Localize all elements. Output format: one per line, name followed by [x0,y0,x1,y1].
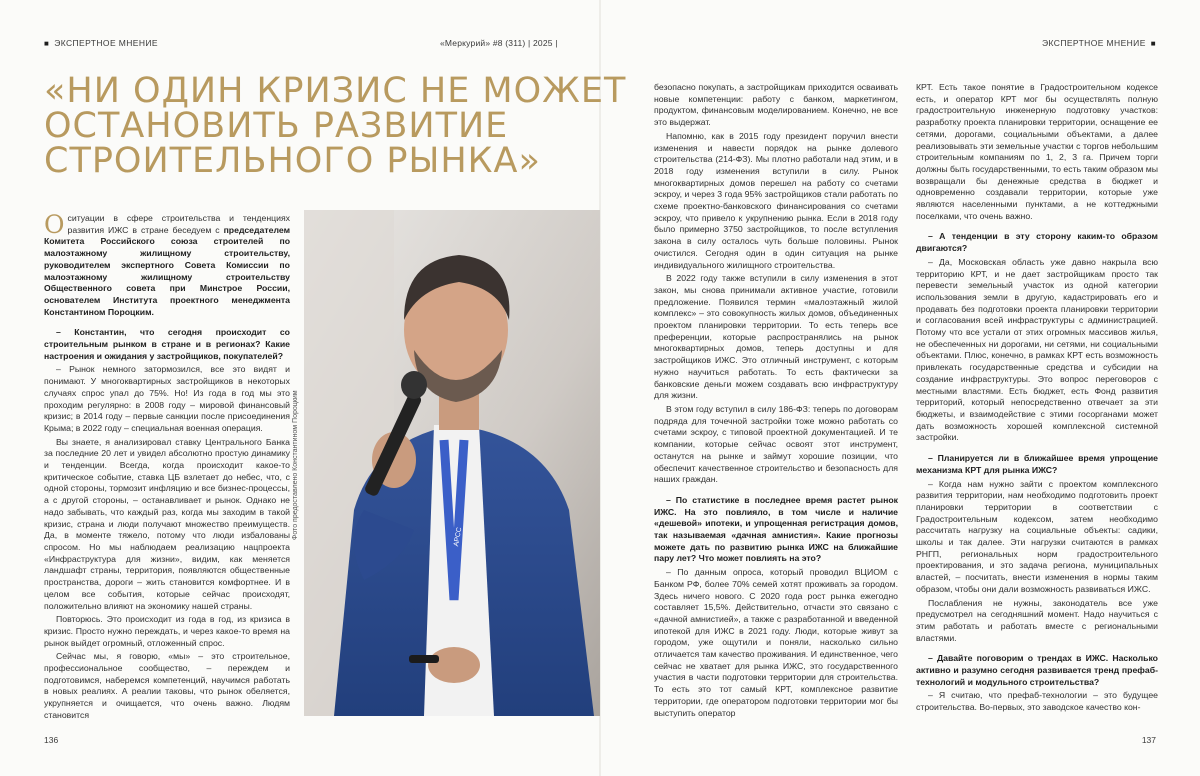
section-label-right: ЭКСПЕРТНОЕ МНЕНИЕ [1042,38,1146,48]
question-5: – Давайте поговорим о трендах в ИЖС. Насколько активно и разумно сегодня развивается тренд префаб-технологий и модульного строительства? [916,653,1158,687]
text-column-2 [654,82,898,721]
article-title [44,71,627,181]
section-label-left: ЭКСПЕРТНОЕ МНЕНИЕ [54,38,158,48]
speaker-photo [304,210,600,716]
paragraph: В 2022 году также вступили в силу изменения в этот закон, мы снова принимали активное участие, готовили предложение. Появился термин «малоэтажный жилой комплекс» – это совокупность жилых домов, объединенных проектом планировки территории. То есть теперь все преференции, которые распространялись на рынок многоквартирных домов, теперь доступны и для застройщиков ИЖС. Это отличный инструмент, с которым нужно научиться работать. То есть фактически за банковские деньги можем создавать всю инфраструктуру для жизни. [654,273,898,401]
question-1: – Константин, что сегодня происходит со строительным рынком в стране и в регионах? Какие настроения и ожидания у застройщиков, покупателей? [44,327,290,361]
book-mark-icon: ■ [1150,38,1156,48]
paragraph: безопасно покупать, а застройщикам приходится осваивать новые компетенции: работу с банком, маркетингом, продуктом, финансовым моделированием. Конечно, не все это выдержат. [654,82,898,128]
intro-bold: председателем Комитета Российского союза строителей по малоэтажному жилищному строительству, руководителем экспертного Совета Комиссии по малоэтажному жилищному строительству Общественного совета при Минстрое России, основателем Института проектного менеджмента Константином Пороцким. [44,224,290,317]
question-2: – По статистике в последнее время растет рынок ИЖС. На это повлияло, в том числе и наличие «дешевой» ипотеки, и упрощенная регистрация домов, так называемая «дачная амнистия». Какие прогнозы можете дать по развитию рынка ИЖС на ближайшие пару лет? Что может повлиять на это? [654,494,898,564]
magazine-issue-info: «Меркурий» #8 (311) | 2025 | [440,38,558,48]
paragraph: Повторюсь. Это происходит из года в год, из кризиса в кризис. Просто нужно переждать, и через какое-то время на рынок выйдет огромный, отложенный спрос. [44,614,290,648]
drop-cap: О [44,210,65,239]
paragraph: В этом году вступил в силу 186-ФЗ: теперь по договорам подряда для точечной застройки тоже можно работать со счетами эскроу, с типовой проектной документацией. И те компании, которые сейчас освоят этот инструмент, останутся на рынке и займут хорошие позиции, что обеспечит качественное строительство и безопасность для наших граждан. [654,403,898,485]
title-line-1: «НИ ОДИН КРИЗИС НЕ МОЖЕТ [44,71,627,111]
page-number-right: 137 [1141,735,1156,745]
page-number-left: 136 [44,735,59,745]
lanyard-badge-text: АРСС [453,526,464,548]
text-column-1 [44,210,290,724]
speaker-illustration [304,210,600,716]
question-3: – А тенденции в эту сторону каким-то образом двигаются? [916,231,1158,254]
photo-credit: Фото предоставлено Константином Пороцким [292,390,299,540]
intro-plain: ситуации в сфере строительства и тенденциях развития ИЖС в стране беседуем с [67,213,290,235]
text-column-3 [916,82,1158,716]
question-4: – Планируется ли в ближайшее время упрощение механизма КРТ для рынка ИЖС? [916,453,1158,475]
title-line-2: ОСТАНОВИТЬ РАЗВИТИЕ [44,106,509,146]
paragraph: Напомню, как в 2015 году президент поручил внести изменения и навести порядок на рынке долевого строительства (214-ФЗ). Мы плотно работали над этим, и в 2018 году изменения вступили в силу. Рынок многоквартирных домов перешел на работу со счетами эскроу, и через 3 года 95% застройщиков стали работать по схеме проектно-банковского финансирования со счетами эскроу, что привело к укрупнению рынка. Если в 2018 году было примерно 3750 застройщиков, то после вступления закона в силу осталось чуть больше половины. Рынок очистился. Сегодня один в один ситуация на рынке индивидуального жилищного строительства. [654,130,898,270]
paragraph: – Рынок немного затормозился, все это видят и понимают. У многоквартирных застройщиков в некоторых случаях спрос упал до 75%. Но! Из года в год мы это проходим регулярно: в 2008 году – мировой финансовый кризис; в 2014 году – первые санкции после присоединения Крыма; в 2022 году – специальная военная операция. [44,364,290,433]
title-line-3: СТРОИТЕЛЬНОГО РЫНКА» [44,141,541,181]
paragraph: Сейчас мы, я говорю, «мы» – это строительное, профессиональное сообщество, – переждем и подготовимся, наберемся компетенций, научимся работать в новых реалиях. А реалии таковы, что рынок обеляется, укрупняется и очищается, что очень важно. Людям становится [44,651,290,720]
paragraph: – Да, Московская область уже давно накрыла всю территорию КРТ, и не дает застройщикам просто так перевести земельный участок из одной категории использования земли в другую, кадастрировать его и продавать без подготовки проекта планировки территории и согласования всей инфраструктуры с администрацией. Потому что все устали от этих огромных массивов жилья, не обеспеченных ни дорогами, ни сетями, ни социальными объектами. Плюс, конечно, в рамках КРТ есть возможность привлекать государственные средства и субсидии на создание инфраструктуры. Это вопрос переговоров с местными властями. Есть бюджет, есть Фонд развития территорий, который непосредственно отвечает за эти бюджеты, и взаимодействие с этими госорганами может дать возможность хорошей комплексной системной застройки. [916,256,1158,443]
running-header-left [44,38,158,48]
book-mark-icon: ■ [44,38,50,48]
running-header-right [1042,38,1156,48]
paragraph: – Я считаю, что префаб-технологии – это будущее строительства. Во-первых, это заводское качество кон- [916,690,1158,713]
paragraph: КРТ. Есть такое понятие в Градостроительном кодексе есть, и оператор КРТ мог бы осуществлять полную градостроительную инженерную подготовку участков: разработку проекта планировки территории, оснащение ее сетями, дорогами, социальными объектами, а далее реализовывать эти земельные участки с торгов небольшим строительным компаниям по 1, 2, 3 га. Причем торги должны быть государственными, то есть таким образом мы возвращали бы денежные средства в бюджет и одновременно создавали территории, которые уже являются населенными пунктами, а не коттеджными поселками, что очень важно. [916,82,1158,221]
paragraph: – По данным опроса, который проводил ВЦИОМ с Банком РФ, более 70% семей хотят проживать за городом. Здесь ничего нового. С 2020 года рост рынка ежегодно составляет 15,5%. Действительно, отчасти это связано с «дачной амнистией», а также с разработанной и введенной ипотекой для ИЖС в 2021 году. Люди, которые живут за городом, уже ощутили и поняли, насколько сильно отличается там качество проживания. И единственное, чего сейчас не хватает для рынка ИЖС, это государственного участия в части подготовки территории для строительства. То есть это тот самый КРТ, комплексное развитие территории, где оператором подготовки территории мог бы выступить оператор [654,567,898,718]
paragraph: – Когда нам нужно зайти с проектом комплексного развития территории, нам необходимо подготовить проект планировки территории в соответствии с Градостроительным кодексом, затем необходимо рассчитать нагрузку на социальные объекты: садики, школы и так далее. Эти нагрузки считаются в рамках РНГП, региональных норм градостроительного проектирования, и это задача региона, муниципальных властей, – посчитать, внести изменения в нормы таким образом, чтобы они дали возможность развиваться ИЖС. [916,478,1158,594]
paragraph: Послабления не нужны, законодатель все уже предусмотрел на сегодняшний момент. Надо научиться с этим работать и работать вместе с региональными властями. [916,597,1158,643]
intro-paragraph [44,210,290,318]
paragraph: Вы знаете, я анализировал ставку Центрального Банка за последние 20 лет и увидел абсолютно простую динамику и тенденции. Всегда, когда происходит какое-то критическое событие, ставка ЦБ взлетает до небес, что, с одной стороны, тормозит инфляцию и все бизнес-процессы, а с другой стороны, – останавливает и рынок. Однако не надо забывать, что каждый раз, когда мы заходим в такой кризис, страна и люди получают множество преимуществ. Да, в моменте тяжело, потому что люди избалованы спросом. Но мы наблюдаем реализацию нацпроекта «Инфраструктура для жизни», видим, как меняется ландшафт страны, территория, появляются общественные пространства, дороги – жить становится комфортнее. И в целом все события, которые сейчас происходят, положительно влияют на экономику нашей страны. [44,436,290,611]
